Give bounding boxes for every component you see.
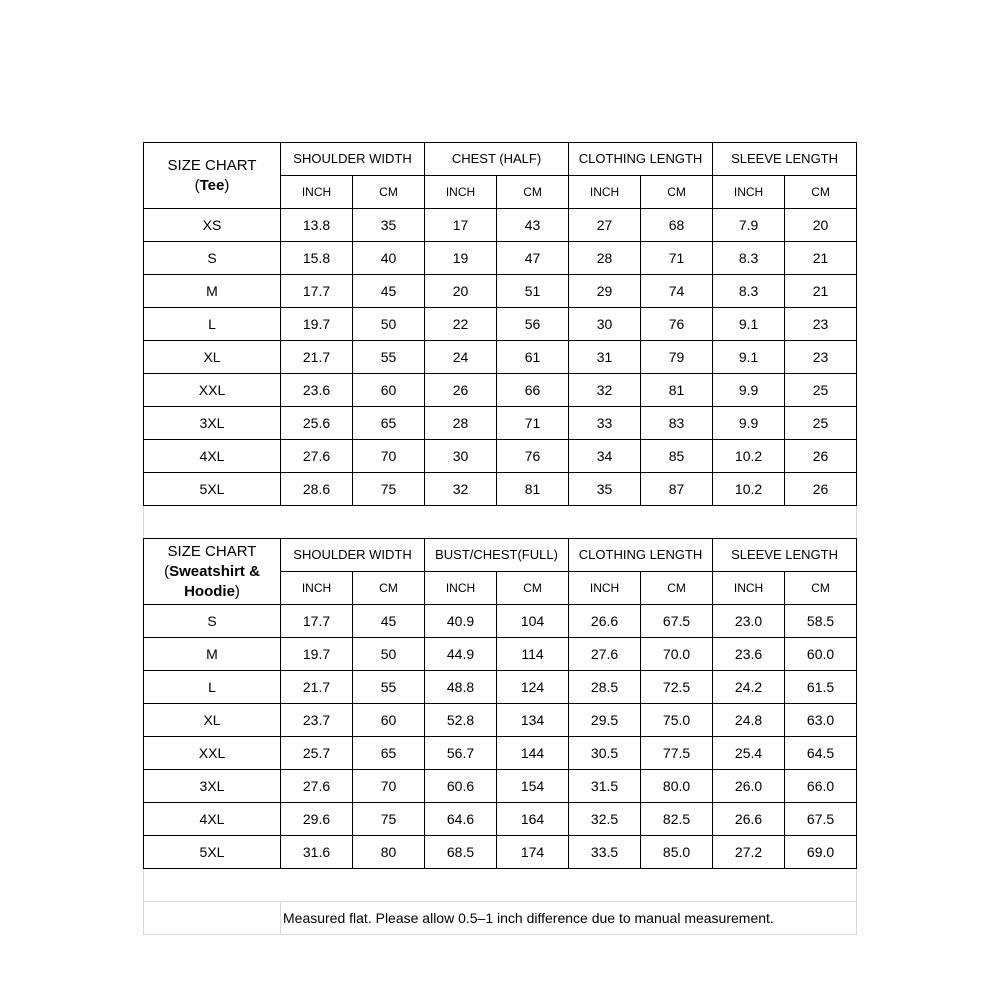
measurement-cell: 60 (353, 704, 425, 737)
measurement-cell: 17.7 (281, 275, 353, 308)
measurement-cell: 17 (425, 209, 497, 242)
unit-cm: CM (497, 176, 569, 209)
measurement-cell: 60.6 (425, 770, 497, 803)
unit-cm: CM (641, 176, 713, 209)
hoodie-table-title (144, 539, 281, 605)
measurement-cell: 22 (425, 308, 497, 341)
measurement-cell: 81 (641, 374, 713, 407)
measurement-cell: 25.4 (713, 737, 785, 770)
table-row (144, 803, 857, 836)
measurement-cell: 67.5 (785, 803, 857, 836)
measurement-cell: 80 (353, 836, 425, 869)
size-cell: M (144, 638, 281, 671)
measurement-cell: 8.3 (713, 242, 785, 275)
measurement-cell: 17.7 (281, 605, 353, 638)
measurement-cell: 15.8 (281, 242, 353, 275)
measurement-cell: 32 (425, 473, 497, 506)
size-chart-label: SIZE CHART (167, 542, 257, 560)
measurement-cell: 60 (353, 374, 425, 407)
table-row (144, 737, 857, 770)
size-cell: S (144, 242, 281, 275)
measurement-cell: 27.2 (713, 836, 785, 869)
measurement-cell: 40 (353, 242, 425, 275)
measurement-cell: 9.1 (713, 308, 785, 341)
table-row (144, 770, 857, 803)
measurement-cell: 28.6 (281, 473, 353, 506)
measurement-cell: 66.0 (785, 770, 857, 803)
hoodie-group-bust: BUST/CHEST(FULL) (425, 539, 569, 572)
table-row (144, 407, 857, 440)
measurement-cell: 33 (569, 407, 641, 440)
measurement-cell: 71 (641, 242, 713, 275)
measurement-cell: 66 (497, 374, 569, 407)
measurement-cell: 28.5 (569, 671, 641, 704)
measurement-note: Measured flat. Please allow 0.5–1 inch difference due to manual measurement. (281, 902, 857, 935)
measurement-cell: 30 (425, 440, 497, 473)
measurement-cell: 74 (641, 275, 713, 308)
paren-close: ) (234, 582, 240, 600)
measurement-cell: 23 (785, 308, 857, 341)
hoodie-size-table (144, 539, 857, 869)
size-cell: XS (144, 209, 281, 242)
unit-cm: CM (641, 572, 713, 605)
measurement-cell: 20 (785, 209, 857, 242)
measurement-cell: 25.6 (281, 407, 353, 440)
table-row (144, 308, 857, 341)
hoodie-group-sleeve: SLEEVE LENGTH (713, 539, 857, 572)
unit-inch: INCH (713, 572, 785, 605)
note-section (144, 902, 857, 935)
measurement-cell: 24.8 (713, 704, 785, 737)
table-row (144, 341, 857, 374)
measurement-cell: 50 (353, 638, 425, 671)
measurement-cell: 45 (353, 275, 425, 308)
measurement-cell: 23 (785, 341, 857, 374)
measurement-cell: 26.6 (569, 605, 641, 638)
spacer-cell (144, 869, 857, 902)
size-cell: XXL (144, 737, 281, 770)
measurement-cell: 45 (353, 605, 425, 638)
spacer-2 (144, 869, 857, 902)
measurement-cell: 29.5 (569, 704, 641, 737)
measurement-cell: 25 (785, 374, 857, 407)
measurement-cell: 70 (353, 770, 425, 803)
measurement-cell: 27.6 (281, 440, 353, 473)
size-cell: 3XL (144, 770, 281, 803)
measurement-cell: 85 (641, 440, 713, 473)
measurement-cell: 24.2 (713, 671, 785, 704)
spacer-cell (144, 506, 857, 539)
measurement-cell: 61.5 (785, 671, 857, 704)
size-cell: 4XL (144, 440, 281, 473)
measurement-cell: 87 (641, 473, 713, 506)
tee-group-length: CLOTHING LENGTH (569, 143, 713, 176)
measurement-cell: 80.0 (641, 770, 713, 803)
unit-cm: CM (497, 572, 569, 605)
table-row (144, 209, 857, 242)
measurement-cell: 31.6 (281, 836, 353, 869)
measurement-cell: 76 (497, 440, 569, 473)
unit-cm: CM (785, 572, 857, 605)
measurement-cell: 26.6 (713, 803, 785, 836)
measurement-cell: 27.6 (569, 638, 641, 671)
measurement-cell: 9.9 (713, 374, 785, 407)
measurement-cell: 27.6 (281, 770, 353, 803)
tee-group-shoulder: SHOULDER WIDTH (281, 143, 425, 176)
measurement-cell: 20 (425, 275, 497, 308)
measurement-cell: 27 (569, 209, 641, 242)
measurement-cell: 35 (569, 473, 641, 506)
measurement-cell: 76 (641, 308, 713, 341)
measurement-cell: 23.0 (713, 605, 785, 638)
tee-group-chest: CHEST (HALF) (425, 143, 569, 176)
measurement-cell: 19.7 (281, 638, 353, 671)
hoodie-header-row (144, 539, 857, 572)
sweatshirt-label: Sweatshirt & (169, 562, 260, 580)
measurement-cell: 64.6 (425, 803, 497, 836)
measurement-cell: 68.5 (425, 836, 497, 869)
measurement-cell: 21 (785, 242, 857, 275)
measurement-cell: 31.5 (569, 770, 641, 803)
measurement-cell: 164 (497, 803, 569, 836)
measurement-cell: 23.6 (281, 374, 353, 407)
measurement-cell: 9.1 (713, 341, 785, 374)
measurement-cell: 104 (497, 605, 569, 638)
tee-table-title (144, 143, 281, 209)
table-row (144, 704, 857, 737)
measurement-cell: 82.5 (641, 803, 713, 836)
measurement-cell: 79 (641, 341, 713, 374)
measurement-cell: 85.0 (641, 836, 713, 869)
measurement-cell: 124 (497, 671, 569, 704)
measurement-cell: 10.2 (713, 473, 785, 506)
paren-close: ) (224, 176, 230, 194)
table-row (144, 275, 857, 308)
size-cell: 4XL (144, 803, 281, 836)
note-row (144, 902, 857, 935)
measurement-cell: 19.7 (281, 308, 353, 341)
paren-open: ( (194, 176, 200, 194)
measurement-cell: 52.8 (425, 704, 497, 737)
measurement-cell: 29 (569, 275, 641, 308)
measurement-cell: 26 (425, 374, 497, 407)
measurement-cell: 7.9 (713, 209, 785, 242)
measurement-cell: 40.9 (425, 605, 497, 638)
measurement-cell: 75 (353, 473, 425, 506)
measurement-cell: 47 (497, 242, 569, 275)
size-cell: XXL (144, 374, 281, 407)
measurement-cell: 23.7 (281, 704, 353, 737)
measurement-cell: 55 (353, 341, 425, 374)
note-blank-cell (144, 902, 281, 935)
spacer-row (144, 869, 857, 902)
measurement-cell: 77.5 (641, 737, 713, 770)
tee-size-table (144, 143, 857, 506)
measurement-cell: 48.8 (425, 671, 497, 704)
measurement-cell: 26 (785, 440, 857, 473)
size-cell: XL (144, 341, 281, 374)
measurement-cell: 21.7 (281, 341, 353, 374)
tee-group-sleeve: SLEEVE LENGTH (713, 143, 857, 176)
measurement-cell: 81 (497, 473, 569, 506)
tee-header-row (144, 143, 857, 176)
measurement-cell: 8.3 (713, 275, 785, 308)
measurement-cell: 114 (497, 638, 569, 671)
measurement-cell: 65 (353, 407, 425, 440)
unit-cm: CM (785, 176, 857, 209)
measurement-cell: 70.0 (641, 638, 713, 671)
measurement-cell: 21.7 (281, 671, 353, 704)
table-row (144, 473, 857, 506)
measurement-cell: 75 (353, 803, 425, 836)
measurement-cell: 25.7 (281, 737, 353, 770)
spacer-1 (144, 506, 857, 539)
tee-label: Tee (199, 176, 225, 194)
size-chart-table (143, 142, 857, 935)
measurement-cell: 154 (497, 770, 569, 803)
size-cell: L (144, 308, 281, 341)
measurement-cell: 25 (785, 407, 857, 440)
hoodie-group-length: CLOTHING LENGTH (569, 539, 713, 572)
size-chart-sheet (143, 142, 857, 935)
measurement-cell: 35 (353, 209, 425, 242)
size-cell: 5XL (144, 473, 281, 506)
measurement-cell: 51 (497, 275, 569, 308)
measurement-cell: 68 (641, 209, 713, 242)
unit-inch: INCH (425, 176, 497, 209)
measurement-cell: 21 (785, 275, 857, 308)
table-row (144, 671, 857, 704)
measurement-cell: 72.5 (641, 671, 713, 704)
table-row (144, 605, 857, 638)
measurement-cell: 56.7 (425, 737, 497, 770)
measurement-cell: 23.6 (713, 638, 785, 671)
measurement-cell: 50 (353, 308, 425, 341)
measurement-cell: 24 (425, 341, 497, 374)
measurement-cell: 55 (353, 671, 425, 704)
unit-inch: INCH (713, 176, 785, 209)
unit-inch: INCH (281, 572, 353, 605)
measurement-cell: 65 (353, 737, 425, 770)
measurement-cell: 19 (425, 242, 497, 275)
measurement-cell: 26.0 (713, 770, 785, 803)
size-cell: S (144, 605, 281, 638)
measurement-cell: 10.2 (713, 440, 785, 473)
measurement-cell: 32.5 (569, 803, 641, 836)
measurement-cell: 34 (569, 440, 641, 473)
size-cell: 3XL (144, 407, 281, 440)
hoodie-label: Hoodie (184, 582, 235, 600)
unit-cm: CM (353, 176, 425, 209)
paren-open: ( (164, 562, 170, 580)
unit-inch: INCH (281, 176, 353, 209)
size-cell: M (144, 275, 281, 308)
table-row (144, 836, 857, 869)
size-cell: XL (144, 704, 281, 737)
table-row (144, 440, 857, 473)
unit-inch: INCH (569, 176, 641, 209)
unit-inch: INCH (569, 572, 641, 605)
measurement-cell: 33.5 (569, 836, 641, 869)
measurement-cell: 43 (497, 209, 569, 242)
measurement-cell: 67.5 (641, 605, 713, 638)
measurement-cell: 144 (497, 737, 569, 770)
measurement-cell: 75.0 (641, 704, 713, 737)
measurement-cell: 71 (497, 407, 569, 440)
size-cell: 5XL (144, 836, 281, 869)
measurement-cell: 28 (425, 407, 497, 440)
measurement-cell: 63.0 (785, 704, 857, 737)
table-row (144, 638, 857, 671)
measurement-cell: 32 (569, 374, 641, 407)
measurement-cell: 64.5 (785, 737, 857, 770)
unit-cm: CM (353, 572, 425, 605)
measurement-cell: 9.9 (713, 407, 785, 440)
measurement-cell: 26 (785, 473, 857, 506)
measurement-cell: 29.6 (281, 803, 353, 836)
unit-inch: INCH (425, 572, 497, 605)
measurement-cell: 83 (641, 407, 713, 440)
measurement-cell: 31 (569, 341, 641, 374)
measurement-cell: 70 (353, 440, 425, 473)
measurement-cell: 13.8 (281, 209, 353, 242)
size-chart-label: SIZE CHART (167, 156, 257, 174)
measurement-cell: 30.5 (569, 737, 641, 770)
table-row (144, 242, 857, 275)
hoodie-group-shoulder: SHOULDER WIDTH (281, 539, 425, 572)
size-cell: L (144, 671, 281, 704)
measurement-cell: 44.9 (425, 638, 497, 671)
measurement-cell: 61 (497, 341, 569, 374)
measurement-cell: 56 (497, 308, 569, 341)
spacer-row (144, 506, 857, 539)
measurement-cell: 174 (497, 836, 569, 869)
measurement-cell: 69.0 (785, 836, 857, 869)
measurement-cell: 30 (569, 308, 641, 341)
measurement-cell: 134 (497, 704, 569, 737)
measurement-cell: 60.0 (785, 638, 857, 671)
measurement-cell: 28 (569, 242, 641, 275)
measurement-cell: 58.5 (785, 605, 857, 638)
table-row (144, 374, 857, 407)
